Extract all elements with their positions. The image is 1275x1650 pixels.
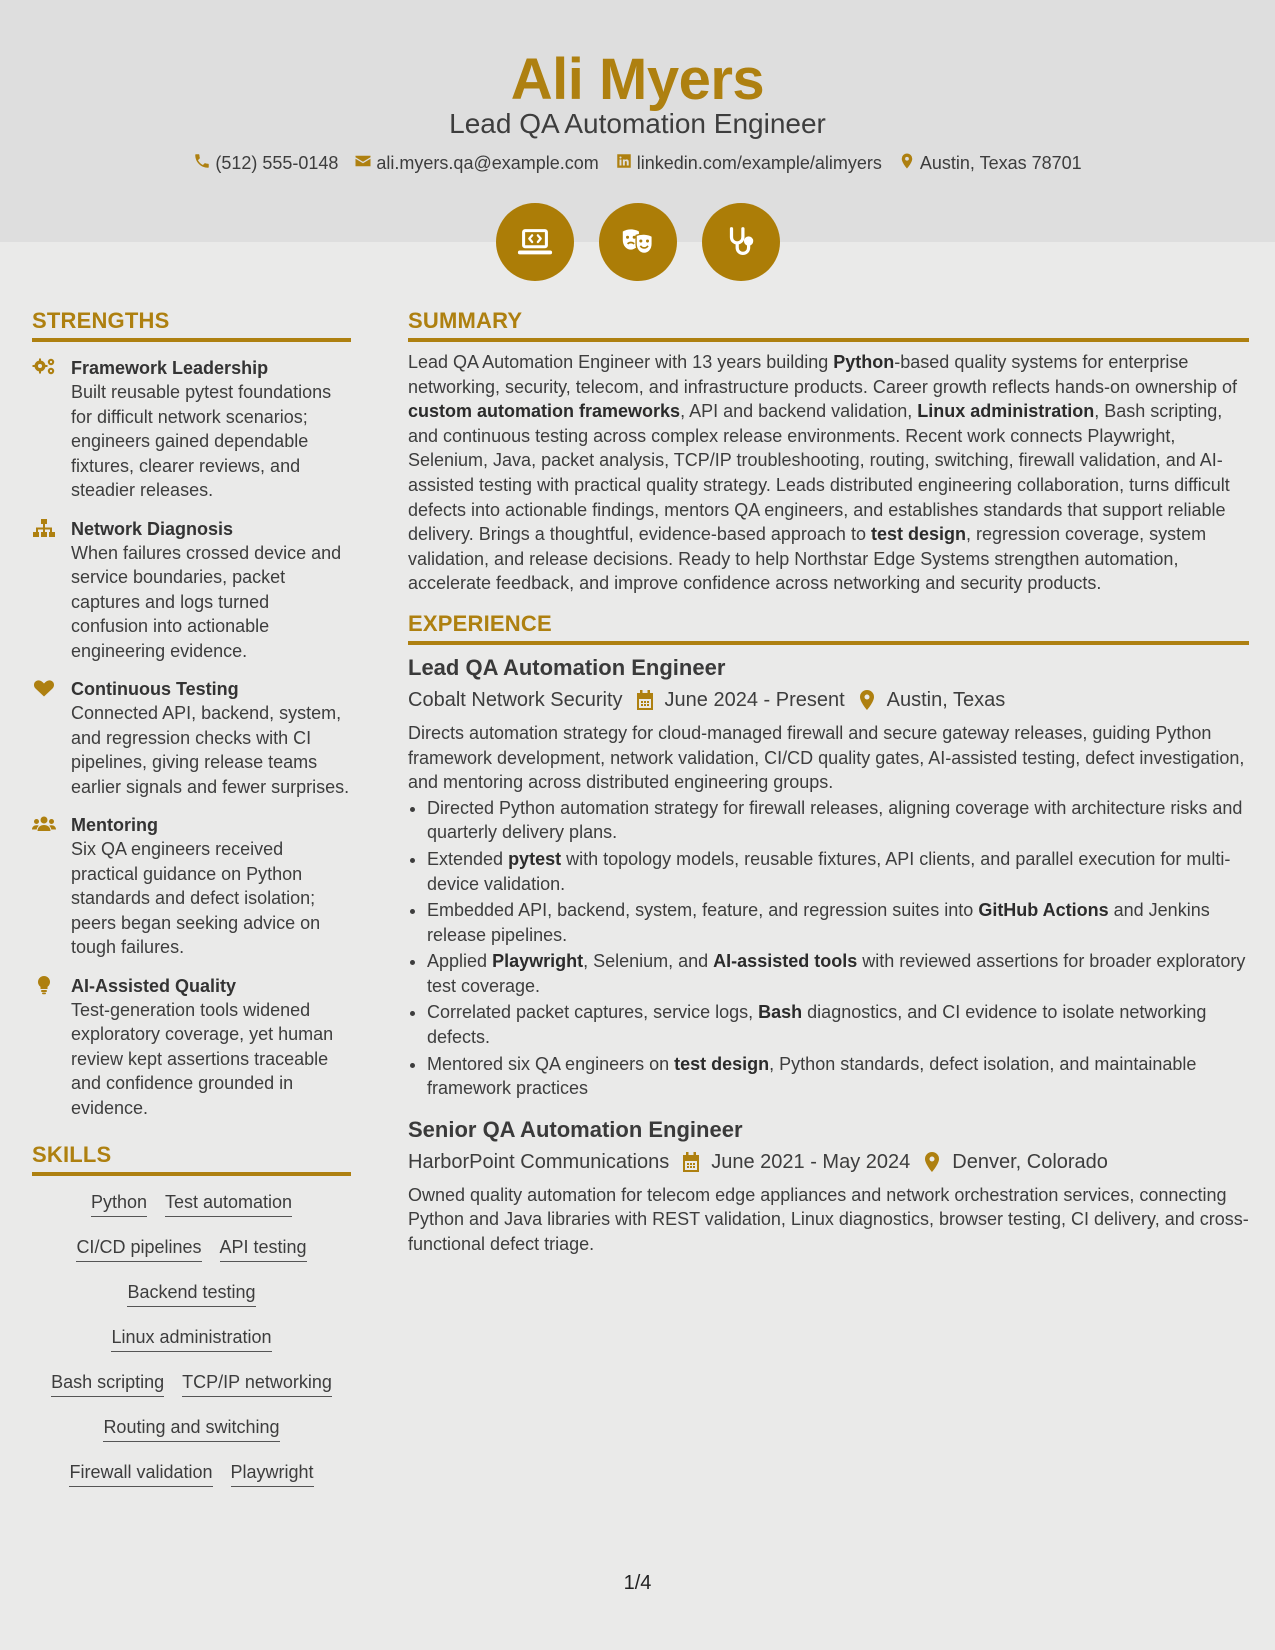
location-text: Austin, Texas 78701 [919, 153, 1082, 173]
phone-icon [193, 152, 211, 175]
contact-linkedin[interactable] [615, 152, 882, 175]
contact-location [898, 152, 1082, 175]
strength-item [32, 677, 351, 799]
bold-keyword: test design [870, 524, 966, 545]
job-description: Owned quality automation for telecom edge appliances and network orchestration services, connecting Python and Java libraries with REST validation, Linux diagnostics, browser testing, CI delivery, and cross-functional defect triage. [408, 1184, 1249, 1255]
job-dates: June 2024 - Present [664, 688, 845, 711]
skill-tag: Test automation [165, 1190, 292, 1217]
skill-row [32, 1460, 351, 1505]
job-bullet: • Correlated packet captures, service logs, Bash diagnostics, and CI evidence to isolate networking defects. [427, 1000, 1249, 1049]
job-bullet: • Embedded API, backend, system, feature, and regression suites into GitHub Actions and Jenkins release pipelines. [427, 898, 1249, 947]
job-location: Denver, Colorado [952, 1150, 1108, 1173]
candidate-name: Ali Myers [510, 47, 765, 112]
laptop-code-icon [496, 203, 574, 281]
job-location: Austin, Texas [886, 688, 1006, 711]
contact-phone[interactable] [193, 152, 338, 175]
envelope-icon [354, 152, 372, 175]
strength-title: Network Diagnosis [71, 518, 234, 539]
job-title: Senior QA Automation Engineer [408, 1116, 743, 1142]
bold-keyword: custom automation frameworks [408, 401, 681, 422]
strength-item [32, 974, 351, 1121]
strengths-heading: STRENGTHS [32, 308, 351, 342]
skill-tag: Linux administration [111, 1325, 271, 1352]
job-title: Lead QA Automation Engineer [408, 654, 726, 680]
strength-desc: When failures crossed device and service boundaries, packet captures and logs turned confusion into actionable engineering evidence. [71, 542, 342, 661]
calendar-icon [681, 1151, 701, 1173]
linkedin-icon [615, 152, 633, 175]
strength-desc: Test-generation tools widened exploratory coverage, yet human review kept assertions traceable and confidence grounded in evidence. [71, 999, 334, 1118]
bold-keyword: Python [833, 352, 895, 372]
left-column [32, 308, 351, 1505]
strength-desc: Six QA engineers received practical guidance on Python standards and defect isolation; peers began seeking advice on tough failures. [71, 839, 321, 957]
bold-keyword: AI-assisted tools [713, 951, 858, 972]
skill-tag: Playwright [231, 1460, 314, 1487]
heart-icon [32, 678, 56, 698]
strength-title: Continuous Testing [71, 679, 239, 699]
skill-row [32, 1370, 351, 1415]
strength-title: Framework Leadership [71, 358, 269, 378]
strength-item [32, 813, 351, 960]
strength-title: AI-Assisted Quality [71, 975, 237, 996]
bold-keyword: Playwright [492, 951, 584, 972]
skill-row [32, 1415, 351, 1460]
skill-tag: API testing [220, 1235, 307, 1262]
job-description: Directs automation strategy for cloud-managed firewall and secure gateway releases, guiding Python framework development, network validation, CI/CD quality gates, AI-assisted testing, defect investigation, and mentoring across distributed engineering groups. [408, 722, 1245, 793]
contact-bar [0, 152, 1275, 175]
theater-masks-icon [599, 203, 677, 281]
job-bullet: • Directed Python automation strategy for firewall releases, aligning coverage with architecture risks and quarterly delivery plans. [427, 796, 1249, 845]
strength-item [32, 517, 351, 664]
job-meta [408, 685, 1249, 715]
job-bullet: • Extended pytest with topology models, reusable fixtures, API clients, and parallel execution for multi-device validation. [427, 847, 1249, 896]
lightbulb-icon [32, 975, 56, 995]
page-number: 1/4 [623, 1572, 652, 1594]
skill-tag: Bash scripting [51, 1370, 164, 1397]
job-bullet: • Applied Playwright, Selenium, and AI-assisted tools with reviewed assertions for broader exploratory test coverage. [427, 949, 1249, 998]
job-company: HarborPoint Communications [408, 1150, 670, 1173]
phone-text: (512) 555-0148 [215, 153, 339, 173]
sitemap-icon [32, 518, 56, 538]
stethoscope-icon [702, 203, 780, 281]
job-bullets [408, 796, 1249, 1101]
skill-tag: Firewall validation [69, 1460, 212, 1487]
strength-desc: Connected API, backend, system, and regression checks with CI pipelines, giving release teams earlier signals and fewer surprises. [71, 703, 350, 797]
skills-list [32, 1190, 351, 1505]
map-marker-icon [898, 152, 916, 175]
job-entry [408, 653, 1249, 1101]
skills-heading: SKILLS [32, 1142, 351, 1176]
strength-item [32, 356, 351, 503]
bold-keyword: test design [674, 1053, 770, 1074]
bold-keyword: pytest [508, 848, 562, 869]
skill-tag: Routing and switching [103, 1415, 279, 1442]
skill-tag: TCP/IP networking [182, 1370, 332, 1397]
skill-tag: CI/CD pipelines [76, 1235, 201, 1262]
summary-text: Lead QA Automation Engineer with 13 years building Python-based quality systems for enterprise networking, security, telecom, and infrastructure products. Career growth reflects hands-on ownership of custom automation frameworks, API and backend validation, Linux administration, Bash scripting, and continuous testing across complex release environments. Recent work connects Playwright, Selenium, Java, packet analysis, TCP/IP troubleshooting, routing, switching, firewall validation, and AI-assisted testing with practical quality strategy. Leads distributed engineering collaboration, turns difficult defects into actionable findings, mentors QA engineers, and establishes standards that support reliable delivery. Brings a thoughtful, evidence-based approach to test design, regression coverage, system validation, and release decisions. Ready to help Northstar Edge Systems strengthen automation, accelerate feedback, and improve confidence across networking and security products. [408, 352, 1238, 594]
candidate-role: Lead QA Automation Engineer [449, 108, 826, 139]
contact-email[interactable] [354, 152, 598, 175]
icon-badges [0, 203, 1275, 281]
strength-title: Mentoring [71, 815, 158, 835]
calendar-icon [635, 689, 655, 711]
job-bullet: • Mentored six QA engineers on test design, Python standards, defect isolation, and maintainable framework practices [427, 1052, 1249, 1101]
job-dates: June 2021 - May 2024 [711, 1150, 911, 1173]
map-marker-icon [922, 1151, 942, 1173]
strength-desc: Built reusable pytest foundations for difficult network scenarios; engineers gained dependable fixtures, clearer reviews, and steadier releases. [71, 382, 332, 500]
email-text: ali.myers.qa@example.com [376, 153, 599, 173]
users-icon [32, 814, 56, 834]
bold-keyword: Bash [758, 1002, 803, 1023]
skill-tag: Python [91, 1190, 147, 1217]
skill-row [32, 1280, 351, 1325]
bold-keyword: Linux administration [917, 401, 1095, 422]
job-entry [408, 1115, 1249, 1257]
job-company: Cobalt Network Security [408, 688, 623, 711]
bold-keyword: GitHub Actions [978, 900, 1109, 921]
summary-heading: SUMMARY [408, 308, 1249, 342]
skill-row [32, 1190, 351, 1235]
linkedin-text: linkedin.com/example/alimyers [636, 153, 882, 173]
map-marker-icon [857, 689, 877, 711]
job-meta [408, 1147, 1249, 1177]
skill-row [32, 1325, 351, 1370]
right-column [408, 308, 1249, 1257]
gears-icon [32, 357, 56, 377]
experience-heading: EXPERIENCE [408, 611, 1249, 645]
skill-row [32, 1235, 351, 1280]
skill-tag: Backend testing [127, 1280, 255, 1307]
